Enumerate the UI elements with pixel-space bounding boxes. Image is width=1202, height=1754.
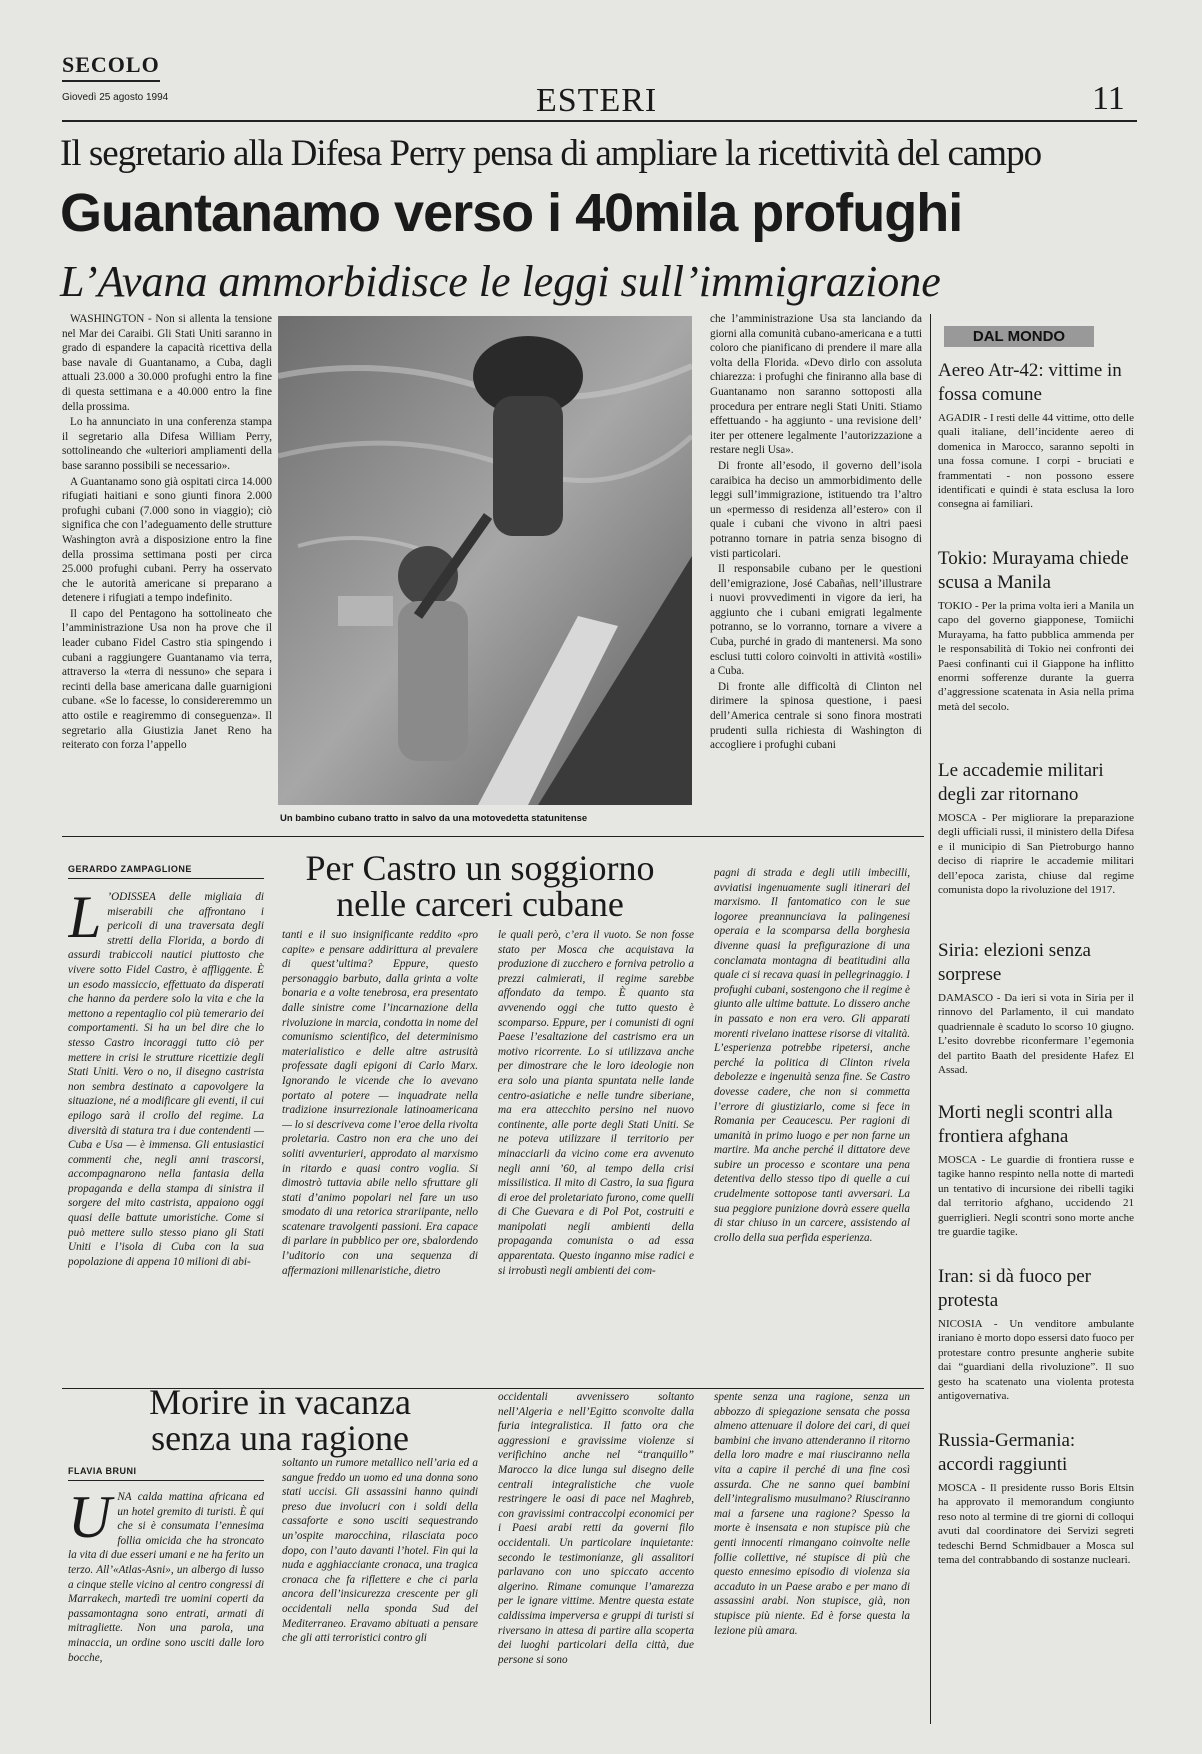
lead-paragraph: Lo ha annunciato in una conferenza stampa il segretario alla Difesa William Perry, sottolineando che «ulteriori ampliamenti della base saranno possibili se necessario». (62, 416, 272, 472)
brief-text: TOKIO - Per la prima volta ieri a Manila un capo del governo giapponese, Tomiichi Murayama, ha fatto pubblica ammenda per le responsabilità di Tokio nei confronti dei Paesi confinanti cui il Giappone ha inflitto enormi sofferenze durante la guerra d’aggressione scatenata in Asia nella prima metà del secolo. (938, 600, 1134, 713)
vacanza-column-2 (282, 1456, 478, 1690)
castro-title-line: nelle carceri cubane (336, 884, 624, 924)
boat-rescue-photo-icon (278, 316, 692, 805)
brief-text: MOSCA - Il presidente russo Boris Eltsin ha approvato il memorandum congiunto reso noto al termine di tre giorni di colloqui avuti dal coordinatore dei Servizi segreti tedeschi Bernd Schmidbauer a Mosca sul tema del contrabbando di sostanze nucleari. (938, 1482, 1134, 1567)
news-brief (938, 353, 1134, 541)
castro-title-line: Per Castro un soggiorno (305, 848, 655, 888)
newspaper-logo: SECOLO (62, 52, 160, 82)
sidebar-divider (930, 314, 931, 1724)
vacanza-text: occidentali avvenissero soltanto nell’Algeria e nell’Egitto sconvolte dalla furia integralistica. Il fatto ora che aggressioni e gravissime violenze si verifichino anche nel “tranquillo” Marocco la dice lunga sul disegno delle centrali integralistiche che vuole restringere le oasi di pace nel Maghreb, con gravissimi contraccolpi economici per i Paesi arabi retti da governi filo occidentali. Un particolare inquietante: secondo le testimonianze, gli assalitori parlavano con uno spiccato accento algerino. Rimane comunque l’amarezza per le ignare vittime. Mentre questa estate caldissima imperversa e gruppi di turisti si riversano in attesa di partire alla scoperta dei luoghi particolari della città, due persone si sono (498, 1391, 694, 1666)
brief-text: NICOSIA - Un venditore ambulante iraniano è morto dopo essersi dato fuoco per protestare contro presunte angherie subite dai “guardiani della rivoluzione”. Il suo gesto ha scatenato una violenta protesta antigovernativa. (938, 1318, 1134, 1403)
vacanza-text: NA calda mattina africana ed un hotel gremito di turisti. È qui che si è consumata l’ennesima follia omicida che ha stroncato la vita di due esseri umani e ne ha ferito un terzo. All’«Atlas-Asni», un albergo di lusso a cinque stelle vicino al centro congressi di Marrakech, martedì tre uomini coperti da passamontagna sono entrati, armati di mitragliette. Non una parola, una minaccia, un ordine sono usciti dalle loro bocche, (68, 1491, 264, 1664)
castro-text: tanti e il suo insignificante reddito «pro capite» e pensare addirittura al prevalere di quest’ultima? Eppure, questo personaggio barbuto, dalla grinta a volte bonaria e a volte tenebrosa, era presentato dalle sinistre come l’incarnazione della rivoluzione in marcia, condotta in nome del comunismo scientifico, del determinismo materialistico e delle altre astrusità professate dagli epigoni di Carlo Marx. Ignorando le vicende che lo avevano portato al potere — inquadrate nella tradizione insurrezionale latinoamericana — lo si descriveva come l’eroe della rivolta proletaria. Castro non era che uno dei soliti avventurieri, approdato al marxismo in ritardo e quasi contro voglia. Si dimostrò tuttavia abile nello sfruttare gli stati d’animo popolari nel fare un uso smodato di una retorica strariipante, nello scatenare travolgenti passioni. Era capace di parlare in pubblico per ore, sbalordendo l’uditorio con una sequenza di affermazioni millenaristiche, dietro (282, 929, 478, 1277)
vacanza-byline: FLAVIA BRUNI (68, 1466, 137, 1476)
lead-photo (278, 316, 692, 805)
lead-paragraph: Di fronte alle difficoltà di Clinton nel dirimere la spinosa questione, i paesi dell’America centrale si sono finora mostrati prudenti sulla richiesta di Washington di accogliere i profughi cubani (710, 680, 922, 752)
castro-text: pagni di strada e degli utili imbecilli, avviatisi ingenuamente sugli itinerari del marxismo. Il fantomatico con le sue logoree preannunciava la palingenesi operaia e la scomparsa della borghesia divenne quasi la prefigurazione di una conclamata montagna di beatitudini alla quale ci si recava quasi in pellegrinaggio. I profughi cubani, sostengono che il regime è giunto alle ultime battute. Lo dissero anche in passato e non era vero. Gli apparati morenti rivelano inattese risorse di vitalità. L’esperienza potrebbe ripetersi, anche perché la politica di Clinton rivela debolezze e ingenuità senza fine. Se Castro dovesse cadere, che non si commetta l’errore di giustiziarlo, come si fece in Romania per Ceaucescu. Per ragioni di umanità in primo luogo e per non farne un martire. Ma anche perché il dittatore deve subire un processo e scontare una pena detentiva dello stesso tipo di quelle a cui crudelmente sottopose tanti avversari. La sua peggiore punizione dovrà essere quella di star chiuso in un carcere, assistendo al crollo della sua perfida esperienza. (714, 867, 910, 1244)
castro-column-2 (282, 928, 478, 1380)
news-brief (938, 933, 1134, 1095)
brief-text: MOSCA - Per migliorare la preparazione degli ufficiali russi, il ministero della Difesa e il municipio di San Pietroburgo hanno deciso di riaprire le accademie militari dell’epoca zarista, chiuse dal regime comunista dopo la rivoluzione del 1917. (938, 812, 1134, 897)
brief-text: MOSCA - Le guardie di frontiera russe e tagike hanno respinto nella notte di martedì un tentativo di incursione dei ribelli tagiki dal territorio afghano, uccidendo 21 guerriglieri. Negli scontri sono morte anche tre guardie tagike. (938, 1154, 1134, 1239)
brief-text: AGADIR - I resti delle 44 vittime, otto delle quali italiane, dell’incidente aereo di domenica in Marocco, saranno sepolti in una fossa comune. I corpi - bruciati e frammentati - non possono essere identificati e quindi è stata esclusa la loro consegna ai familiari. (938, 412, 1134, 511)
vacanza-column-1 (68, 1490, 264, 1690)
lead-column-1 (62, 312, 272, 828)
news-brief (938, 1423, 1134, 1613)
vacanza-title-line: senza una ragione (151, 1418, 409, 1458)
vacanza-title-line: Morire in vacanza (149, 1382, 411, 1422)
brief-title: Russia-Germania: accordi raggiunti (938, 1430, 1076, 1475)
brief-title: Morti negli scontri alla frontiera afghana (938, 1102, 1113, 1147)
lead-subhead: L’Avana ammorbidisce le leggi sull’immigrazione (60, 257, 941, 306)
brief-title: Siria: elezioni senza sorprese (938, 940, 1091, 985)
news-brief (938, 1259, 1134, 1423)
lead-paragraph: che l’amministrazione Usa sta lanciando da giorni alla comunità cubano-americana e a tutti coloro che pianificano di prendere il mare alla volta della Florida. «Devo dirlo con assoluta chiarezza: i profughi che finiranno alla base di Guantanamo non saranno sottoposti alla procedura per entrare negli Stati Uniti. Stiamo effettuando - ha aggiunto - una revisione dell’ iter per ottenere legalmente l’autorizzazione a restare negli Usa». (710, 313, 922, 457)
castro-column-1 (68, 890, 264, 1380)
castro-text: ’ODISSEA delle migliaia di miserabili che affrontano i pericoli di una traversata degli stretti della Florida, a bordo di assurdi trabiccoli nautici piuttosto che vivere sotto Fidel Castro, è affliggente. È un esodo massiccio, effettuato da disperati che hanno da perdere solo la vita e che la mettono a repentaglio col più temerario dei comportamenti. Si ha un bel dire che lo stesso Castro incoraggi tutto ciò per mettere in crisi le strutture ricettizie degli Stati Uniti. Vero o no, il disegno castrista non sembra destinato a capovolgere la situazione, né a modificare gli eventi, il cui epilogo sarà il crollo del regime. La diversità di statura tra i due contendenti — Cuba e Usa — è immensa. Gli entusiastici commenti che, negli anni trascorsi, accompagnarono nella fantasia della propaganda e della stampa di sinistra il sorgere del mito castrista, appaiono oggi quasi delle battute umoristiche. Come si può mettere sullo stesso piano gli Stati Uniti e l’isola di Cuba con la sua popolazione di appena 10 milioni di abi- (68, 891, 264, 1268)
brief-title: Aereo Atr-42: vittime in fossa comune (938, 360, 1122, 405)
castro-dropcap: L (68, 890, 102, 950)
lead-paragraph: Il responsabile cubano per le questioni dell’emigrazione, José Cabañas, nell’illustrare i nuovi provvedimenti in vigore da ieri, ha aggiunto che i cubani emigrati legalmente potranno, se lo vorranno, tornare a vivere a Cuba, purché in grado di mantenersi. Ma sono esclusi tutti coloro coinvolti in attività «ostili» a Cuba. (710, 563, 922, 678)
lead-paragraph: Il capo del Pentagono ha sottolineato che l’amministrazione Usa non ha prove che il leader cubano Fidel Castro stia spingendo i cubani a raggiungere Guantanamo via terra, attraverso la «terra di nessuno» che separa i recinti della base americana dalle guarnigioni cubane. «Se lo facesse, lo considereremmo un atto ostile e reagiremmo di conseguenza». Il segretario alla Giustizia Janet Reno ha reiterato con forza l’appello (62, 607, 272, 752)
vacanza-column-4 (714, 1390, 910, 1690)
byline-rule (68, 878, 264, 879)
vacanza-dropcap: U (68, 1490, 112, 1550)
brief-title: Le accademie militari degli zar ritornano (938, 760, 1104, 805)
news-brief (938, 753, 1134, 933)
lead-paragraph: WASHINGTON - Non si allenta la tensione nel Mar dei Caraibi. Gli Stati Uniti saranno in grado di espandere la capacità ricettiva della base navale di Guantanamo, a Cuba, dagli attuali 23.000 a 30.000 profughi entro la fine di questa settimana e a 40.000 entro la fine della prossima. (62, 313, 272, 413)
brief-title: Iran: si dà fuoco per protesta (938, 1266, 1091, 1311)
lead-paragraph: A Guantanamo sono già ospitati circa 14.000 rifugiati haitiani e sono giunti finora 2.000 profughi cubani (7.000 sono in viaggio); ciò significa che con l’adeguamento delle strutture Washington avrà a disposizione entro la fine della prossima settimana posti per circa 25.000 profughi cubani. Perry ha osservato che le autorità americane si preparano a detenere i rifugiati a tempo indefinito. (62, 475, 272, 605)
lead-kicker: Il segretario alla Difesa Perry pensa di ampliare la ricettività del campo (60, 133, 1042, 174)
top-rule (62, 120, 1137, 122)
castro-text: le quali però, c’era il vuoto. Se non fosse stato per Mosca che acquistava la produzione di zucchero e forniva petrolio a prezzi calmierati, il regime sarebbe affondato da tempo. È quanto sta avvenendo oggi che tutto questo è scomparso. Eppure, per i comunisti di ogni Paese l’esaltazione del castrismo era un motivo ricorrente. Lo si utilizzava anche per dimostrare che le loro ideologie non era solo una pianta spuntata nelle lande centro-asiatiche e nelle tundre siberiane, ma era attecchito persino nel nuovo continente, alle porte degli Stati Uniti. Se ne poteva utilizzare il territorio per minacciarli da vicino come era avvenuto negli anni ’60, al tempo della crisi missilistica. Il mito di Castro, la sua figura di eroe del proletariato furono, come quelli di Che Guevara e di Pol Pot, costruiti e manipolati negli ambienti della propaganda comunista o ad essa apparentata. Questo inganno mise radici e si irrobustì negli ambienti dei com- (498, 929, 694, 1277)
news-brief (938, 1095, 1134, 1259)
page-number: 11 (1092, 80, 1125, 117)
dal-mondo-sidebar (938, 320, 1134, 1613)
castro-column-3 (498, 928, 694, 1380)
castro-column-4 (714, 866, 910, 1380)
vacanza-text: spente senza una ragione, senza un abbozzo di spiegazione sensata che possa almeno attenuare il dolore dei cari, di quei bambini che invano attenderanno il ritorno della loro madre e mai riusciranno nella vita a capire il perché di una fine così assurda. Che ne sanno quei bambini dell’integralismo musulmano? Riusciranno mai a farsene una ragione? Spesso la morte è insensata e non stupisce più che genti innocenti rimangano coinvolte nelle follie collettive, né stupisce di più che questo ennesimo episodio di violenza sia accaduto in un Paese arabo e per mano di assassini arabi. Non stupisce, già, non stupisce più niente. Ed è forse questa la lezione più amara. (714, 1391, 910, 1637)
brief-text: DAMASCO - Da ieri si vota in Siria per il rinnovo del Parlamento, il cui mandato quadriennale è scaduto lo scorso 10 giugno. L’esito dovrebbe riconfermare l’egemonia del partito Baath del presidente Hafez El Assad. (938, 992, 1134, 1077)
sidebar-tag: DAL MONDO (944, 326, 1094, 347)
castro-byline: GERARDO ZAMPAGLIONE (68, 864, 192, 874)
photo-caption: Un bambino cubano tratto in salvo da una motovedetta statunitense (280, 813, 588, 824)
section-title: ESTERI (536, 82, 658, 119)
lead-paragraph: Di fronte all’esodo, il governo dell’isola caraibica ha deciso un ammorbidimento delle leggi sull’immigrazione, istituendo tra l’altro un «permesso di residenza all’estero» con il quale i cubani che vivono in altri paesi potranno tornare in patria senza bisogno di visti particolari. (710, 459, 922, 560)
lead-headline: Guantanamo verso i 40mila profughi (60, 183, 963, 243)
news-brief (938, 541, 1134, 753)
castro-title (270, 850, 690, 922)
brief-title: Tokio: Murayama chiede scusa a Manila (938, 548, 1129, 593)
lead-bottom-rule (62, 836, 924, 837)
vacanza-title (70, 1384, 490, 1456)
lead-column-3 (710, 312, 922, 832)
vacanza-column-3 (498, 1390, 694, 1690)
vacanza-text: soltanto un rumore metallico nell’aria ed a sangue freddo un uomo ed una donna sono stati uccisi. Gli assassini hanno quindi preso due involucri con i soldi della cassaforte e sono usciti sequestrando un’ospite marocchina, rilasciata poco dopo, con l’auto davanti l’hotel. Fin qui la nuda e agghiacciante cronaca, una tragica cronaca che fa riflettere e che ci parla ancora dell’insicurezza crescente per gli occidentali nella sponda Sud del Mediterraneo. Eravamo abituati a pensare che gli atti terroristici contro gli (282, 1457, 478, 1645)
byline-rule (68, 1480, 264, 1481)
issue-date: Giovedì 25 agosto 1994 (62, 92, 169, 103)
